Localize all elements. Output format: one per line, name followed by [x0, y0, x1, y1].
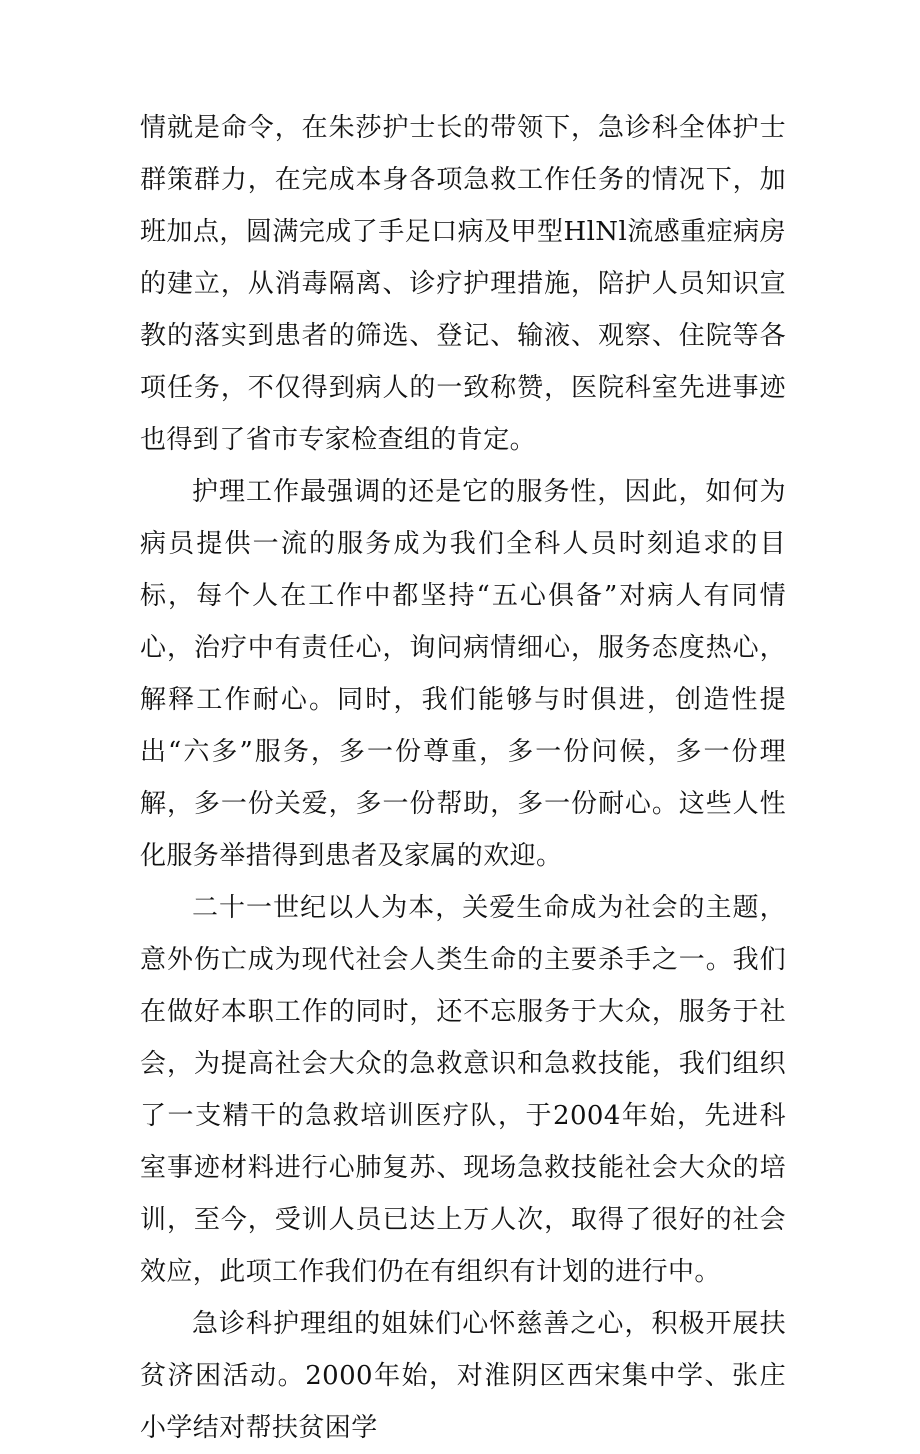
- paragraph-3: 二十一世纪以人为本，关爱生命成为社会的主题，意外伤亡成为现代社会人类生命的主要杀手之一。我们在做好本职工作的同时，还不忘服务于大众，服务于社会，为提高社会大众的急救意识和急救技能，我们组织了一支精干的急救培训医疗队，于2004年始，先进科室事迹材料进行心肺复苏、现场急救技能社会大众的培训，至今，受训人员已达上万人次，取得了很好的社会效应，此项工作我们仍在有组织有计划的进行中。: [140, 893, 786, 1287]
- paragraph-4: 急诊科护理组的姐妹们心怀慈善之心，积极开展扶贫济困活动。2000年始，对淮阴区西宋集中学、张庄小学结对帮扶贫困学: [140, 1309, 786, 1443]
- paragraph-1: 情就是命令，在朱莎护士长的带领下，急诊科全体护士群策群力，在完成本身各项急救工作任务的情况下，加班加点，圆满完成了手足口病及甲型HlNl流感重症病房的建立，从消毒隔离、诊疗护理措施，陪护人员知识宣教的落实到患者的筛选、登记、输液、观察、住院等各项任务，不仅得到病人的一致称赞，医院科室先进事迹也得到了省市专家检查组的肯定。: [140, 113, 786, 455]
- document-body: [140, 102, 786, 1454]
- paragraph-2: 护理工作最强调的还是它的服务性，因此，如何为病员提供一流的服务成为我们全科人员时刻追求的目标，每个人在工作中都坚持“五心俱备”对病人有同情心，治疗中有责任心，询问病情细心，服务态度热心，解释工作耐心。同时，我们能够与时俱进，创造性提出“六多”服务，多一份尊重，多一份问候，多一份理解，多一份关爱，多一份帮助，多一份耐心。这些人性化服务举措得到患者及家属的欢迎。: [140, 477, 786, 871]
